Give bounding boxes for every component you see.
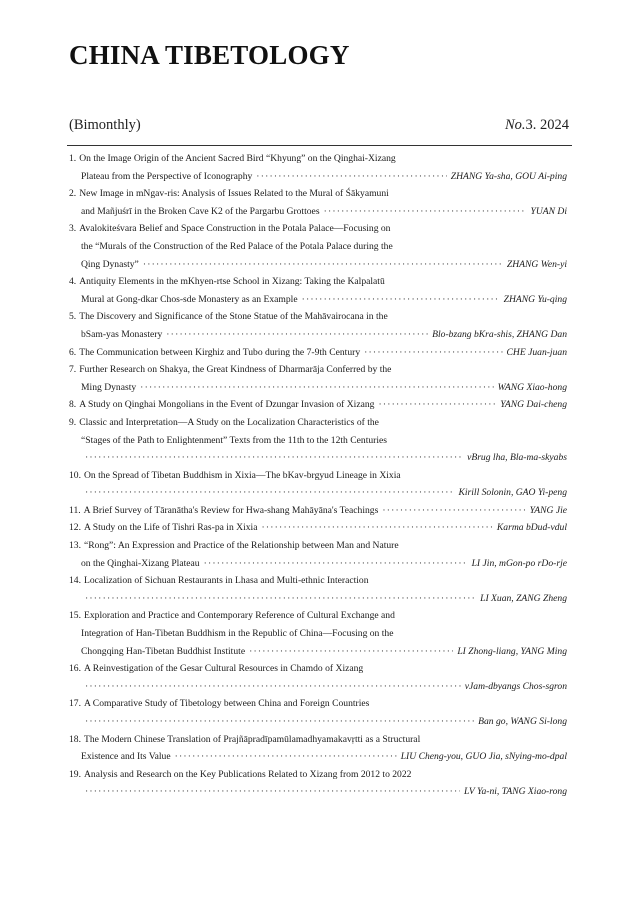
- toc-entry-title-text: The Discovery and Significance of the Stone Statue of the Mahāvairocana in the: [79, 311, 388, 323]
- toc-entry-line: [69, 643, 567, 661]
- journal-title: CHINA TIBETOLOGY: [69, 40, 350, 70]
- dot-leader: [85, 783, 460, 801]
- toc-entry-line: [69, 555, 567, 573]
- toc-entry[interactable]: [69, 537, 567, 572]
- toc-entry-author: CHE Juan-juan: [506, 346, 567, 358]
- toc-entry-line: [69, 238, 567, 256]
- toc-entry-number: 4.: [69, 276, 77, 288]
- toc-entry-title-text: Avalokiteśvara Belief and Space Construction in the Potala Palace—Focusing on: [79, 223, 391, 235]
- toc-entry-title-text: A Study on Qinghai Mongolians in the Event of Dzungar Invasion of Xizang: [79, 399, 375, 411]
- toc-entry-author: LI Xuan, ZANG Zheng: [480, 592, 567, 604]
- toc-entry-line: [69, 220, 567, 238]
- toc-entry-author: ZHANG Wen-yi: [506, 258, 567, 270]
- toc-entry-number: 3.: [69, 223, 77, 235]
- toc-entry-line: [69, 519, 567, 537]
- toc-entry-title-text: Chongqing Han-Tibetan Buddhist Institute: [81, 645, 246, 657]
- toc-entry-number: 1.: [69, 153, 77, 164]
- toc-entry-line: [69, 256, 567, 274]
- toc-entry-title-text: Localization of Sichuan Restaurants in Lhasa and Multi-ethnic Interaction: [84, 575, 369, 587]
- toc-entry-line: [69, 537, 567, 555]
- header-divider: [67, 145, 572, 146]
- toc-entry-number: 9.: [69, 416, 77, 428]
- toc-entry-author: Kirill Solonin, GAO Yi-peng: [458, 487, 567, 499]
- toc-entry-title-text: Mural at Gong-dkar Chos-sde Monastery as an Example: [81, 293, 298, 305]
- dot-leader: [166, 326, 428, 344]
- toc-entry-line: [69, 344, 567, 362]
- toc-entry[interactable]: [69, 150, 567, 185]
- toc-entry-number: 18.: [69, 733, 81, 745]
- issue-value: 3. 2024: [525, 117, 569, 133]
- dot-leader: [140, 379, 493, 397]
- toc-entry-line: [69, 414, 567, 432]
- toc-entry-number: 6.: [69, 346, 77, 358]
- toc-entry-author: YANG Dai-cheng: [500, 399, 567, 411]
- toc-entry-line: [69, 590, 567, 608]
- toc-entry-title-text: Existence and Its Value: [81, 751, 171, 763]
- toc-entry[interactable]: [69, 572, 567, 607]
- toc-entry-number: 17.: [69, 698, 81, 710]
- toc-entry-author: WANG Xiao-hong: [497, 381, 567, 393]
- toc-entry-title-text: bSam-yas Monastery: [81, 328, 163, 340]
- toc-entry-title-text: The Communication between Kirghiz and Tubo during the 7-9th Century: [79, 346, 361, 358]
- toc-entry-title-text: Qing Dynasty”: [81, 258, 139, 270]
- toc-entry-title-text: A Study on the Life of Tishri Ras-pa in Xixia: [84, 522, 258, 534]
- toc-entry-author: vBrug lha, Bla-ma-skyabs: [467, 452, 567, 464]
- toc-entry-line: [69, 361, 567, 379]
- toc-entry-number: 11.: [69, 504, 81, 516]
- toc-entry[interactable]: [69, 185, 567, 220]
- toc-entry-title-text: “Rong”: An Expression and Practice of the Relationship between Man and Nature: [84, 540, 399, 552]
- toc-entry[interactable]: [69, 695, 567, 730]
- toc-entry[interactable]: [69, 220, 567, 273]
- toc-entry-title-text: and Mañjuśrī in the Broken Cave K2 of the Pargarbu Grottoes: [81, 205, 320, 217]
- toc-entry-title-text: “Stages of the Path to Enlightenment” Texts from the 11th to the 12th Centuries: [81, 434, 388, 446]
- toc-entry[interactable]: [69, 361, 567, 396]
- dot-leader: [261, 519, 492, 537]
- toc-entry-title-text: A Comparative Study of Tibetology between China and Foreign Countries: [84, 698, 370, 710]
- toc-entry-author: vJam-dbyangs Chos-sgron: [464, 680, 567, 692]
- toc-entry[interactable]: [69, 766, 567, 801]
- toc-entry-line: [69, 291, 567, 309]
- toc-entry-title-text: Integration of Han-Tibetan Buddhism in the Republic of China—Focusing on the: [81, 628, 394, 640]
- toc-entry-line: [69, 326, 567, 344]
- frequency-label: (Bimonthly): [69, 117, 141, 133]
- toc-entry-number: 16.: [69, 663, 81, 675]
- dot-leader: [85, 713, 474, 731]
- toc-entry-author: LI Zhong-liang, YANG Ming: [457, 645, 567, 657]
- toc-entry-author: LIU Cheng-you, GUO Jia, sNying-mo-dpal: [400, 751, 567, 763]
- toc-entry[interactable]: [69, 344, 567, 362]
- table-of-contents: [69, 150, 567, 801]
- toc-entry-title-text: on the Qinghai-Xizang Plateau: [81, 557, 200, 569]
- toc-entry-title-text: Exploration and Practice and Contemporary Reference of Cultural Exchange and: [84, 610, 395, 622]
- toc-entry-line: [69, 678, 567, 696]
- issue-number: [505, 117, 569, 134]
- toc-entry-author: Ban go, WANG Si-long: [478, 716, 567, 727]
- dot-leader: [204, 555, 468, 573]
- toc-entry-line: [69, 748, 567, 766]
- dot-leader: [302, 291, 500, 309]
- toc-entry-line: [69, 432, 567, 450]
- toc-entry-number: 2.: [69, 188, 77, 200]
- dot-leader: [85, 484, 454, 502]
- toc-entry-line: [69, 731, 567, 749]
- toc-entry-line: [69, 168, 567, 186]
- toc-entry-title-text: On the Spread of Tibetan Buddhism in Xixia—The bKav-brgyud Lineage in Xixia: [84, 469, 401, 481]
- dot-leader: [143, 256, 503, 274]
- toc-entry-number: 10.: [69, 469, 81, 481]
- toc-entry-number: 19.: [69, 768, 81, 780]
- toc-entry-title-text: The Modern Chinese Translation of Prajñāpradīpamūlamadhyamakavṛtti as a Structural: [84, 733, 421, 745]
- toc-entry-title-text: Classic and Interpretation—A Study on the Localization Characteristics of the: [79, 416, 379, 428]
- issue-prefix: No.: [504, 117, 526, 133]
- toc-entry-title-text: Ming Dynasty: [81, 381, 137, 393]
- toc-entry-author: LI Jin, mGon-po rDo-rje: [471, 557, 567, 569]
- toc-entry[interactable]: [69, 273, 567, 308]
- toc-entry[interactable]: [69, 414, 567, 467]
- toc-entry-author: Blo-bzang bKra-shis, ZHANG Dan: [432, 328, 567, 340]
- toc-entry-author: YANG Jie: [529, 504, 567, 516]
- toc-entry-number: 15.: [69, 610, 81, 622]
- dot-leader: [324, 203, 527, 221]
- toc-entry-author: YUAN Di: [530, 205, 567, 217]
- dot-leader: [378, 396, 496, 414]
- toc-entry-author: ZHANG Ya-sha, GOU Ai-ping: [450, 170, 567, 182]
- toc-entry-author: Karma bDud-vdul: [496, 522, 567, 534]
- toc-entry-line: [69, 150, 567, 168]
- toc-entry-title-text: New Image in mNgav-ris: Analysis of Issues Related to the Mural of Śākyamuni: [79, 188, 389, 200]
- toc-entry-line: [69, 185, 567, 203]
- toc-entry-title-text: On the Image Origin of the Ancient Sacred Bird “Khyung” on the Qinghai-Xizang: [79, 153, 396, 164]
- toc-entry-line: [69, 379, 567, 397]
- toc-entry-line: [69, 502, 567, 520]
- toc-entry-line: [69, 572, 567, 590]
- toc-entry-author: LV Ya-ni, TANG Xiao-rong: [463, 786, 567, 798]
- toc-entry[interactable]: [69, 607, 567, 660]
- toc-entry-line: [69, 396, 567, 414]
- toc-entry[interactable]: [69, 308, 567, 343]
- dot-leader: [249, 643, 453, 661]
- toc-entry-line: [69, 203, 567, 221]
- toc-entry-line: [69, 660, 567, 678]
- dot-leader: [85, 449, 463, 467]
- toc-entry-author: ZHANG Yu-qing: [503, 293, 567, 305]
- toc-entry-line: [69, 484, 567, 502]
- toc-entry-line: [69, 308, 567, 326]
- toc-entry-line: [69, 766, 567, 784]
- toc-entry-number: 7.: [69, 364, 77, 376]
- toc-entry-line: [69, 607, 567, 625]
- toc-entry-line: [69, 467, 567, 485]
- toc-entry-number: 13.: [69, 540, 81, 552]
- toc-entry[interactable]: [69, 519, 567, 537]
- dot-leader: [85, 678, 461, 696]
- toc-entry-title-text: Antiquity Elements in the mKhyen-rtse School in Xizang: Taking the Kalpalatū: [79, 276, 385, 288]
- toc-entry-number: 8.: [69, 399, 77, 411]
- dot-leader: [382, 502, 525, 520]
- toc-entry-line: [69, 449, 567, 467]
- toc-entry-number: 5.: [69, 311, 77, 323]
- toc-entry[interactable]: [69, 467, 567, 502]
- toc-entry[interactable]: [69, 660, 567, 695]
- dot-leader: [364, 344, 502, 362]
- toc-entry[interactable]: [69, 731, 567, 766]
- toc-entry-title-text: Further Research on Shakya, the Great Kindness of Dharmarāja Conferred by the: [79, 364, 392, 376]
- toc-entry-line: [69, 273, 567, 291]
- toc-entry-number: 12.: [69, 522, 81, 534]
- toc-entry-title-text: A Brief Survey of Tāranātha's Review for Hwa-shang Mahāyāna's Teachings: [83, 504, 379, 516]
- toc-entry[interactable]: [69, 502, 567, 520]
- dot-leader: [256, 168, 446, 186]
- toc-entry-title-text: Plateau from the Perspective of Iconography: [81, 170, 253, 182]
- toc-entry-number: 14.: [69, 575, 81, 587]
- toc-entry-line: [69, 783, 567, 801]
- toc-entry-title-text: A Reinvestigation of the Gesar Cultural Resources in Chamdo of Xizang: [84, 663, 364, 675]
- toc-entry-title-text: the “Murals of the Construction of the Red Palace of the Potala Palace during the: [81, 240, 393, 252]
- toc-entry-title-text: Analysis and Research on the Key Publications Related to Xizang from 2012 to 2022: [84, 768, 412, 780]
- toc-entry-line: [69, 625, 567, 643]
- toc-entry[interactable]: [69, 396, 567, 414]
- toc-entry-line: [69, 713, 567, 731]
- toc-entry-line: [69, 695, 567, 713]
- dot-leader: [85, 590, 476, 608]
- dot-leader: [175, 748, 397, 766]
